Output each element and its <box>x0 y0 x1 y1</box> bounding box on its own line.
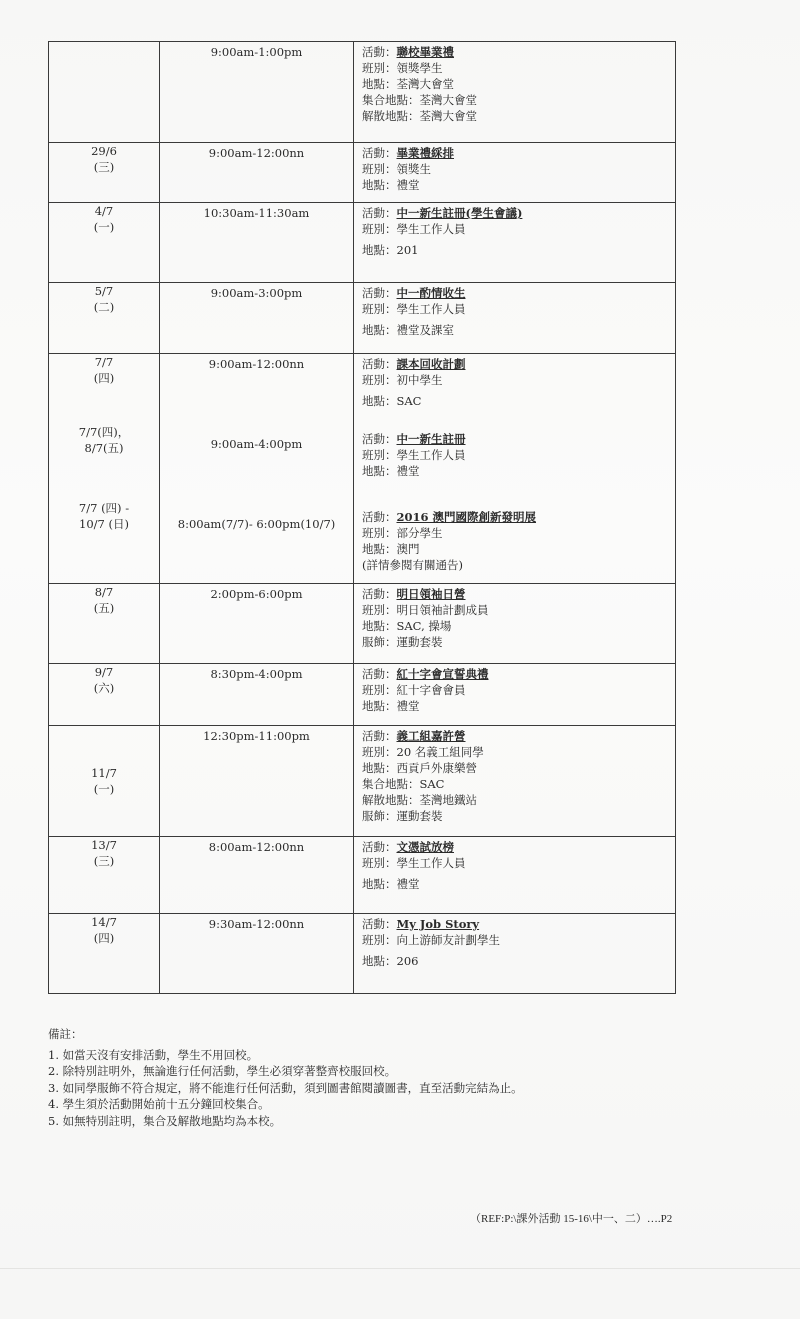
activity-title-sub: 中一新生註冊 <box>396 432 466 446</box>
class-label: 班別： <box>362 302 397 316</box>
weekday-text: (四) <box>93 371 115 385</box>
notice-reference: (詳情參閱有關通告) <box>362 558 463 572</box>
weekday-text: (三) <box>93 854 115 868</box>
remarks-section <box>48 1026 523 1129</box>
time-cell <box>160 203 354 283</box>
class-value: 學生工作人員 <box>396 856 466 870</box>
weekday-text: (一) <box>93 782 115 796</box>
activity-cell <box>354 143 676 203</box>
activity-cell <box>354 203 676 283</box>
time-cell <box>160 584 354 664</box>
remark-item: 3. 如同學服飾不符合規定，將不能進行任何活動，須到圖書館閱讀圖書，直至活動完結為止。 <box>48 1080 523 1095</box>
date-cell <box>49 354 160 584</box>
class-label: 班別： <box>362 222 397 236</box>
venue-value: 禮堂 <box>396 699 420 713</box>
class-value: 初中學生 <box>396 373 443 387</box>
table-row <box>49 42 676 143</box>
time-text: 9:30am-12:00nn <box>208 917 305 931</box>
class-label: 班別： <box>362 745 397 759</box>
table-row <box>49 664 676 726</box>
table-row <box>49 726 676 837</box>
table-row <box>49 584 676 664</box>
activity-label: 活動： <box>362 206 397 220</box>
time-text: 2:00pm-6:00pm <box>210 587 303 601</box>
activity-title: 聯校畢業禮 <box>396 45 454 59</box>
activity-cell <box>354 837 676 914</box>
time-text-sub: 9:00am-4:00pm <box>210 437 303 451</box>
attire-label: 服飾： <box>362 635 397 649</box>
venue-label: 地點： <box>362 954 397 968</box>
date-cell <box>49 664 160 726</box>
class-value-sub2: 部分學生 <box>396 526 443 540</box>
activity-cell <box>354 354 676 584</box>
date-cell <box>49 584 160 664</box>
activity-label: 活動： <box>362 917 397 931</box>
venue-label: 地點： <box>362 699 397 713</box>
date-cell <box>49 283 160 354</box>
class-label: 班別： <box>362 683 397 697</box>
weekday-text: (六) <box>93 681 115 695</box>
activity-cell <box>354 283 676 354</box>
activity-cell <box>354 726 676 837</box>
date-text: 9/7 <box>94 665 114 679</box>
time-cell <box>160 664 354 726</box>
date-text: 5/7 <box>94 284 114 298</box>
time-text: 9:00am-12:00nn <box>208 146 305 160</box>
time-text: 10:30am-11:30am <box>203 206 310 220</box>
venue-label: 地點： <box>362 542 397 556</box>
venue-label: 地點： <box>362 323 397 337</box>
venue-label: 地點： <box>362 77 397 91</box>
activity-label: 活動： <box>362 146 397 160</box>
activity-title: 紅十字會宣誓典禮 <box>396 667 489 681</box>
activity-title: 畢業禮綵排 <box>396 146 454 160</box>
time-cell <box>160 837 354 914</box>
weekday-text: (五) <box>93 601 115 615</box>
class-label: 班別： <box>362 603 397 617</box>
venue-value: 禮堂 <box>396 877 420 891</box>
class-value: 明日領袖計劃成員 <box>396 603 489 617</box>
time-text: 9:00am-1:00pm <box>210 45 303 59</box>
remark-item: 4. 學生須於活動開始前十五分鐘回校集合。 <box>48 1097 270 1111</box>
venue-value: 201 <box>396 243 419 257</box>
date-text: 13/7 <box>91 838 117 852</box>
date-cell <box>49 837 160 914</box>
venue-label: 地點： <box>362 761 397 775</box>
dismissal-point: 解散地點：荃灣大會堂 <box>362 109 477 123</box>
date-text-sub: 7/7(四)， <box>78 425 130 439</box>
activity-label: 活動： <box>362 45 397 59</box>
venue-value: 禮堂 <box>396 178 420 192</box>
activity-label: 活動： <box>362 587 397 601</box>
activity-cell <box>354 584 676 664</box>
date-text: 29/6 <box>91 144 117 158</box>
time-text: 12:30pm-11:00pm <box>203 729 310 743</box>
time-text: 8:30pm-4:00pm <box>210 667 303 681</box>
activity-cell <box>354 664 676 726</box>
time-text: 9:00am-3:00pm <box>210 286 303 300</box>
weekday-text-sub: 8/7(五) <box>84 441 124 455</box>
time-cell <box>160 42 354 143</box>
date-cell <box>49 42 160 143</box>
date-text: 11/7 <box>91 766 117 780</box>
activity-label: 活動： <box>362 729 397 743</box>
attire-label: 服飾： <box>362 809 397 823</box>
activity-title: 中一新生註冊(學生會議) <box>396 206 523 220</box>
table-row <box>49 143 676 203</box>
class-label: 班別： <box>362 526 397 540</box>
date-cell <box>49 203 160 283</box>
class-value: 學生工作人員 <box>396 302 466 316</box>
venue-value: SAC, 操場 <box>396 619 452 633</box>
class-label: 班別： <box>362 373 397 387</box>
date-cell <box>49 143 160 203</box>
document-reference: （REF:P:\課外活動 15-16\中一、二）….P2 <box>470 1213 673 1225</box>
weekday-text-sub2: 10/7 (日) <box>79 517 129 531</box>
attire-value: 運動套裝 <box>396 635 443 649</box>
remark-item: 1. 如當天沒有安排活動，學生不用回校。 <box>48 1047 259 1062</box>
activity-title: 明日領袖日營 <box>396 587 466 601</box>
table-row <box>49 203 676 283</box>
class-value: 領獎生 <box>396 162 431 176</box>
venue-value: SAC <box>396 394 422 408</box>
class-value: 學生工作人員 <box>396 222 466 236</box>
time-cell <box>160 354 354 584</box>
activity-cell <box>354 914 676 994</box>
remarks-heading: 備註： <box>48 1027 83 1041</box>
venue-value: 禮堂及課室 <box>396 323 454 337</box>
date-text: 4/7 <box>94 204 114 218</box>
activity-title: 課本回收計劃 <box>396 357 466 371</box>
class-value: 領獎學生 <box>396 61 443 75</box>
class-value: 向上游師友計劃學生 <box>396 933 500 947</box>
class-label: 班別： <box>362 162 397 176</box>
venue-label: 地點： <box>362 394 397 408</box>
venue-label: 地點： <box>362 464 397 478</box>
activity-title: My Job Story <box>396 917 480 931</box>
class-label: 班別： <box>362 61 397 75</box>
venue-value-sub2: 澳門 <box>396 542 420 556</box>
class-label: 班別： <box>362 933 397 947</box>
assembly-point: 集合地點：荃灣大會堂 <box>362 93 477 107</box>
activity-label: 活動： <box>362 667 397 681</box>
venue-value-sub: 禮堂 <box>396 464 420 478</box>
activity-label: 活動： <box>362 510 397 524</box>
date-cell <box>49 726 160 837</box>
time-text-sub2: 8:00am(7/7)- 6:00pm(10/7) <box>177 517 336 531</box>
dismissal-point: 解散地點：荃灣地鐵站 <box>362 793 477 807</box>
activity-label: 活動： <box>362 286 397 300</box>
activity-title: 文憑試放榜 <box>396 840 454 854</box>
venue-label: 地點： <box>362 877 397 891</box>
activity-label: 活動： <box>362 432 397 446</box>
weekday-text: (二) <box>93 300 115 314</box>
activity-cell <box>354 42 676 143</box>
time-cell <box>160 914 354 994</box>
table-row <box>49 354 676 584</box>
remark-item: 2. 除特別註明外，無論進行任何活動，學生必須穿著整齊校服回校。 <box>48 1064 397 1078</box>
activity-title: 中一酌情收生 <box>396 286 466 300</box>
weekday-text: (三) <box>93 160 115 174</box>
class-value: 20 名義工組同學 <box>396 745 484 759</box>
activity-label: 活動： <box>362 840 397 854</box>
time-cell <box>160 283 354 354</box>
activity-title-sub2: 2016 澳門國際創新發明展 <box>396 510 537 524</box>
page-divider <box>0 1268 800 1269</box>
date-text: 7/7 <box>94 355 114 369</box>
time-cell <box>160 726 354 837</box>
activity-schedule-table <box>48 41 676 994</box>
date-text-sub2: 7/7 (四) - <box>78 501 130 515</box>
table-row <box>49 283 676 354</box>
venue-value: 荃灣大會堂 <box>396 77 454 91</box>
class-label: 班別： <box>362 856 397 870</box>
date-text: 14/7 <box>91 915 117 929</box>
class-label: 班別： <box>362 448 397 462</box>
assembly-point: 集合地點：SAC <box>362 777 445 791</box>
activity-label: 活動： <box>362 357 397 371</box>
time-text: 9:00am-12:00nn <box>208 357 305 371</box>
class-value-sub: 學生工作人員 <box>396 448 466 462</box>
date-cell <box>49 914 160 994</box>
venue-value: 西貢戶外康樂營 <box>396 761 477 775</box>
table-row <box>49 837 676 914</box>
activity-title: 義工組嘉許營 <box>396 729 466 743</box>
time-cell <box>160 143 354 203</box>
weekday-text: (一) <box>93 220 115 234</box>
class-value: 紅十字會會員 <box>396 683 466 697</box>
table-row <box>49 914 676 994</box>
time-text: 8:00am-12:00nn <box>208 840 305 854</box>
remark-item: 5. 如無特別註明，集合及解散地點均為本校。 <box>48 1113 282 1128</box>
venue-label: 地點： <box>362 178 397 192</box>
venue-label: 地點： <box>362 619 397 633</box>
venue-value: 206 <box>396 954 419 968</box>
attire-value: 運動套裝 <box>396 809 443 823</box>
venue-label: 地點： <box>362 243 397 257</box>
weekday-text: (四) <box>93 931 115 945</box>
date-text: 8/7 <box>94 585 114 599</box>
